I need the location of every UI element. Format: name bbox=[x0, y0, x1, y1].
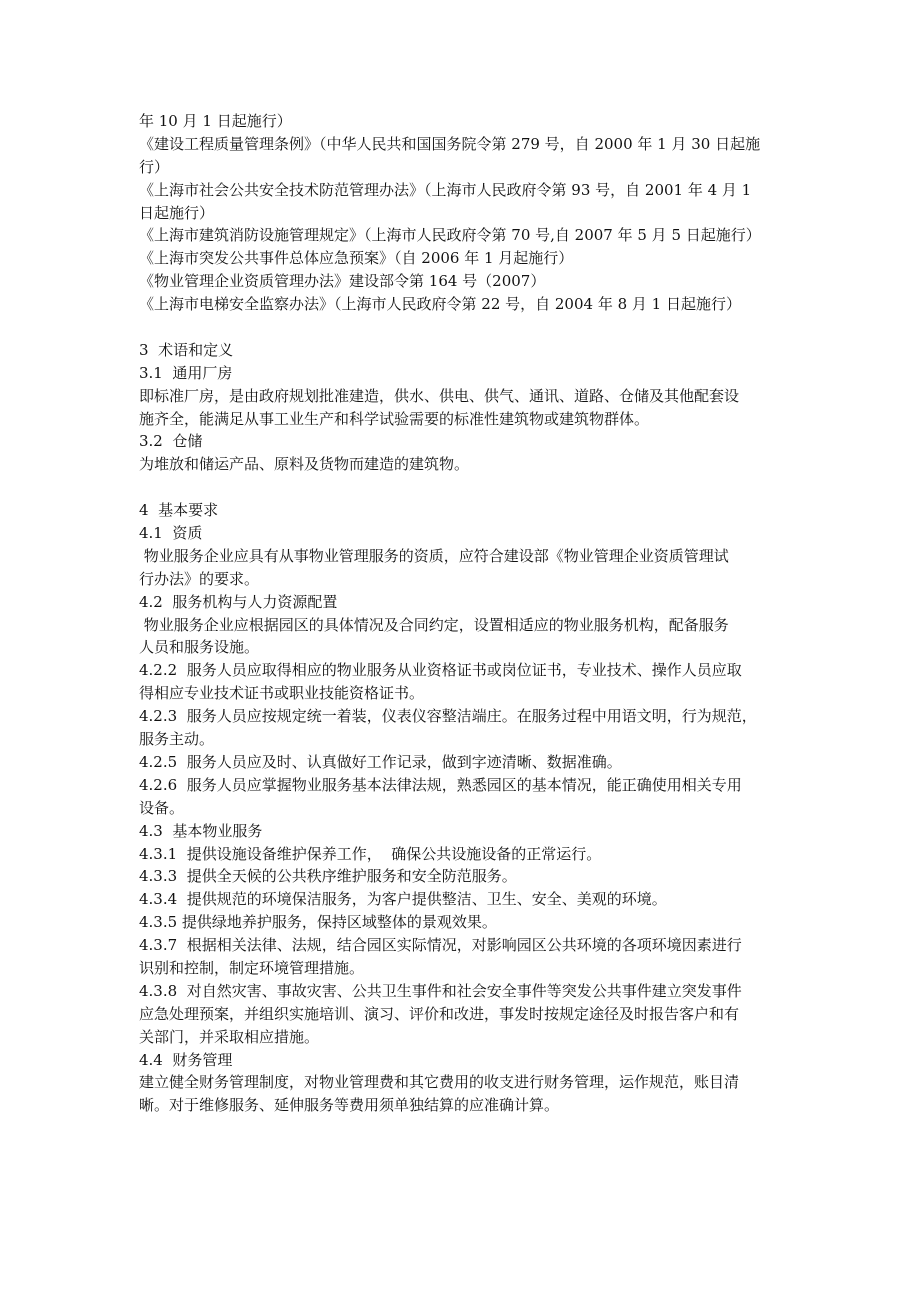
text-line: 4.3 基本物业服务 bbox=[139, 821, 263, 840]
text-line: 为堆放和储运产品、原料及货物而建造的建筑物。 bbox=[139, 455, 470, 474]
text-line: 人员和服务设施。 bbox=[139, 638, 260, 657]
text-line: 4.2.3 服务人员应按规定统一着装，仪表仪容整洁端庄。在服务过程中用语文明，行为规范， bbox=[139, 707, 757, 726]
text-line: 《建设工程质量管理条例》（中华人民共和国国务院令第 279 号，自 2000 年 1 月 30 日起施 bbox=[139, 134, 761, 153]
text-line: 年 10 月 1 日起施行） bbox=[139, 112, 292, 130]
text-line: 4.3.7 根据相关法律、法规，结合园区实际情况，对影响园区公共环境的各项环境因素进行 bbox=[139, 936, 742, 955]
text-line: 得相应专业技术证书或职业技能资格证书。 bbox=[139, 684, 425, 703]
text-line: 建立健全财务管理制度，对物业管理费和其它费用的收支进行财务管理，运作规范，账目清 bbox=[139, 1073, 740, 1092]
text-line: 物业服务企业应根据园区的具体情况及合同约定，设置相适应的物业服务机构，配备服务 bbox=[139, 615, 729, 634]
text-line: 4.2 服务机构与人力资源配置 bbox=[139, 592, 338, 611]
text-line: 识别和控制，制定环境管理措施。 bbox=[139, 958, 365, 977]
text-line: 4.2.5 服务人员应及时、认真做好工作记录，做到字迹清晰、数据准确。 bbox=[139, 752, 622, 771]
text-line: 晰。对于维修服务、延伸服务等费用须单独结算的应准确计算。 bbox=[139, 1096, 560, 1115]
text-line: 4.3.8 对自然灾害、事故灾害、公共卫生事件和社会安全事件等突发公共事件建立突发事件 bbox=[139, 981, 742, 1000]
text-line: 设备。 bbox=[139, 798, 185, 817]
text-line: 3 术语和定义 bbox=[139, 340, 234, 359]
text-line: 3.2 仓储 bbox=[139, 432, 203, 451]
text-line: 4.2.2 服务人员应取得相应的物业服务从业资格证书或岗位证书，专业技术、操作人员应取 bbox=[139, 661, 742, 680]
text-line: 即标准厂房，是由政府规划批准建造，供水、供电、供气、通讯、道路、仓储及其他配套设 bbox=[139, 386, 740, 405]
text-line: 4 基本要求 bbox=[139, 501, 219, 520]
text-line: 4.2.6 服务人员应掌握物业服务基本法律法规，熟悉园区的基本情况，能正确使用相关专用 bbox=[139, 775, 742, 794]
text-line: 4.4 财务管理 bbox=[139, 1050, 233, 1069]
text-line: 行办法》的要求。 bbox=[139, 569, 260, 588]
text-line: 应急处理预案，并组织实施培训、演习、评价和改进，事发时按规定途径及时报告客户和有 bbox=[139, 1004, 740, 1023]
text-line: 关部门，并采取相应措施。 bbox=[139, 1027, 320, 1046]
text-line: 4.3.5 提供绿地养护服务，保持区域整体的景观效果。 bbox=[139, 913, 497, 932]
text-line: 4.3.4 提供规范的环境保洁服务，为客户提供整洁、卫生、安全、美观的环境。 bbox=[139, 890, 667, 909]
text-line: 4.1 资质 bbox=[139, 524, 203, 543]
text-line: 行） bbox=[139, 157, 170, 176]
text-line: 《物业管理企业资质管理办法》建设部令第 164 号（2007） bbox=[139, 272, 546, 291]
text-line: 日起施行） bbox=[139, 203, 215, 222]
text-line: 《上海市社会公共安全技术防范管理办法》（上海市人民政府令第 93 号，自 2001 年 4 月 1 bbox=[139, 180, 752, 199]
document-body bbox=[139, 110, 789, 1117]
text-line: 《上海市突发公共事件总体应急预案》（自 2006 年 1 月起施行） bbox=[139, 249, 574, 268]
text-line: 4.3.1 提供设施设备维护保养工作， 确保公共设施设备的正常运行。 bbox=[139, 844, 602, 863]
text-line: 4.3.3 提供全天候的公共秩序维护服务和安全防范服务。 bbox=[139, 867, 517, 886]
text-line: 《上海市电梯安全监察办法》（上海市人民政府令第 22 号，自 2004 年 8 月 1 日起施行） bbox=[139, 295, 741, 314]
text-line: 《上海市建筑消防设施管理规定》（上海市人民政府令第 70 号,自 2007 年 5 月 5 日起施行） bbox=[139, 226, 761, 245]
text-line: 3.1 通用厂房 bbox=[139, 363, 233, 382]
blank-line bbox=[139, 316, 789, 339]
text-line: 施齐全，能满足从事工业生产和科学试验需要的标准性建筑物或建筑物群体。 bbox=[139, 409, 650, 428]
blank-line bbox=[139, 476, 789, 499]
text-line: 服务主动。 bbox=[139, 730, 215, 749]
text-line: 物业服务企业应具有从事物业管理服务的资质，应符合建设部《物业管理企业资质管理试 bbox=[139, 546, 729, 565]
